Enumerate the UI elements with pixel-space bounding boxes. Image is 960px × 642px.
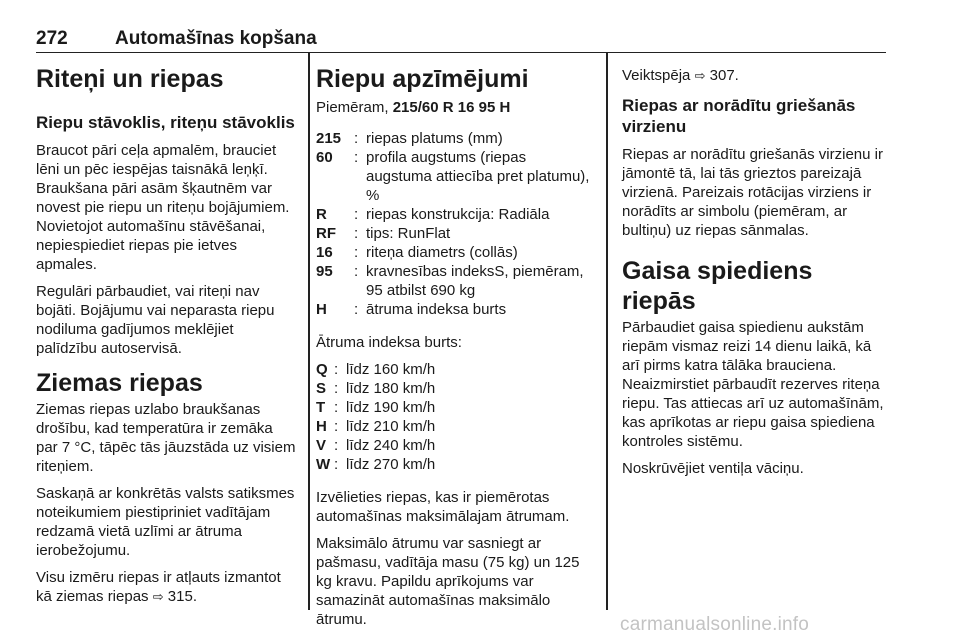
list-item: W : līdz 270 km/h	[316, 455, 592, 474]
paragraph: Regulāri pārbaudiet, vai riteņi nav bojāti. Bojājumu vai neparasta riepu nodiluma gadījumos meklējiet palīdzību autoservisā.	[36, 283, 275, 357]
performance-reference	[622, 66, 888, 85]
page-title: Riteņi un riepas	[36, 65, 224, 93]
paragraph: Saskaņā ar konkrētās valsts satiksmes noteikumiem piestipriniet vadītājam redzamā vietā uzlīmi ar ātruma ierobežojumu.	[36, 485, 295, 559]
column-right	[622, 60, 888, 486]
list-item: 95 : kravnesības indeksS, piemēram, 95 atbilst 690 kg	[316, 262, 592, 300]
section-title-tire-pressure: Gaisa spiediens riepās	[622, 257, 813, 315]
page-reference[interactable]: 315.	[167, 588, 197, 605]
item-value: profila augstums (riepas augstuma attiecība pret platumu), %	[366, 149, 590, 204]
item-key: R	[316, 206, 327, 223]
list-item: Q : līdz 160 km/h	[316, 360, 592, 379]
item-value: līdz 270 km/h	[346, 456, 436, 473]
item-value: līdz 240 km/h	[346, 437, 436, 454]
paragraph: Braucot pāri ceļa apmalēm, brauciet lēni un pēc iespējas taisnākā leņķī. Braukšana pāri asām šķautnēm var novest pie riepu un riteņu bojājumiem. Novietojot automašīnu stāvēšanai, nepiespiediet riepas pie ietves apmales.	[36, 142, 290, 273]
page-header	[36, 22, 886, 53]
watermark: carmanualsonline.info	[620, 614, 810, 635]
list-item: 60 : profila augstums (riepas augstuma attiecība pret platumu), %	[316, 148, 592, 205]
item-key: RF	[316, 225, 336, 242]
page-reference[interactable]: 307.	[709, 67, 739, 84]
paragraph: Izvēlieties riepas, kas ir piemērotas automašīnas maksimālajam ātrumam.	[316, 489, 570, 525]
column-divider	[606, 53, 608, 610]
item-value: līdz 160 km/h	[346, 361, 436, 378]
section-title-winter-tires: Ziemas riepas	[36, 369, 203, 397]
item-value: riteņa diametrs (collās)	[366, 244, 518, 261]
paragraph: Riepas ar norādītu griešanās virzienu ir jāmontē tā, lai tās grieztos pareizajā virzienā. Pareizais rotācijas virziens ir norādīts ar simbolu (piemēram, ar bultiņu) uz riepas sānmalas.	[622, 146, 883, 239]
list-item: H : līdz 210 km/h	[316, 417, 592, 436]
paragraph: Ziemas riepas uzlabo braukšanas drošību, kad temperatūra ir zemāka par 7 °C, tāpēc tās jāuzstāda uz visiem riteņiem.	[36, 401, 296, 475]
list-item: S : līdz 180 km/h	[316, 379, 592, 398]
list-item: 16 : riteņa diametrs (collās)	[316, 243, 592, 262]
section-title-tire-condition: Riepu stāvoklis, riteņu stāvoklis	[36, 113, 295, 132]
item-key: S	[316, 380, 327, 397]
item-value: līdz 210 km/h	[346, 418, 436, 435]
page-reference-arrow-icon[interactable]: ⇨	[694, 68, 706, 83]
example-value: 215/60 R 16 95 H	[392, 99, 511, 116]
example-label: Piemēram,	[316, 99, 389, 116]
chapter-title: Automašīnas kopšana	[115, 28, 317, 49]
item-key: 95	[316, 263, 333, 280]
item-value: līdz 190 km/h	[346, 399, 436, 416]
page-reference-arrow-icon[interactable]: ⇨	[152, 589, 164, 604]
section-title-tire-markings: Riepu apzīmējumi	[316, 65, 529, 93]
reference-label: Veiktspēja	[622, 67, 691, 84]
item-value: riepas platums (mm)	[366, 130, 503, 147]
item-key: 215	[316, 130, 342, 147]
item-value: ātruma indeksa burts	[366, 301, 507, 318]
item-value: līdz 180 km/h	[346, 380, 436, 397]
list-item: RF : tips: RunFlat	[316, 224, 592, 243]
column-left	[36, 60, 298, 614]
list-item: R : riepas konstrukcija: Radiāla	[316, 205, 592, 224]
item-key: W	[316, 456, 331, 473]
list-item: T : līdz 190 km/h	[316, 398, 592, 417]
item-key: H	[316, 418, 327, 435]
item-value: tips: RunFlat	[366, 225, 451, 242]
list-item: 215 : riepas platums (mm)	[316, 129, 592, 148]
list-item: H : ātruma indeksa burts	[316, 300, 592, 319]
item-key: 16	[316, 244, 333, 261]
page-number: 272	[36, 28, 68, 49]
paragraph: Maksimālo ātrumu var sasniegt ar pašmasu, vadītāja masu (75 kg) un 125 kg kravu. Papildu aprīkojums var samazināt automašīnas maksimālo ātrumu.	[316, 535, 580, 628]
item-key: 60	[316, 149, 333, 166]
speed-index-intro: Ātruma indeksa burts:	[316, 334, 462, 351]
section-title-directional-tires: Riepas ar norādītu griešanās virzienu	[622, 96, 856, 136]
column-divider	[308, 53, 310, 610]
item-key: V	[316, 437, 327, 454]
paragraph: Pārbaudiet gaisa spiedienu aukstām riepām vismaz reizi 14 dienu laikā, kā arī pirms katra tālāka brauciena. Neaizmirstiet pārbaudīt rezerves riteņa riepu. Tas attiecas arī uz automašīnām, kas aprīkotas ar riepu gaisa spiediena kontroles sistēmu.	[622, 319, 884, 450]
example-line	[316, 98, 592, 117]
paragraph-with-reference	[36, 568, 298, 606]
item-key: T	[316, 399, 326, 416]
tire-marking-list	[316, 129, 592, 319]
paragraph: Noskrūvējiet ventiļa vāciņu.	[622, 460, 804, 477]
paragraph-text: Visu izmēru riepas ir atļauts izmantot kā ziemas riepas	[36, 569, 281, 605]
item-value: riepas konstrukcija: Radiāla	[366, 206, 550, 223]
item-key: Q	[316, 361, 328, 378]
item-value: kravnesības indeksS, piemēram, 95 atbilst 690 kg	[366, 263, 584, 299]
list-item: V : līdz 240 km/h	[316, 436, 592, 455]
item-key: H	[316, 301, 327, 318]
column-middle	[316, 60, 592, 637]
speed-index-list	[316, 360, 592, 474]
